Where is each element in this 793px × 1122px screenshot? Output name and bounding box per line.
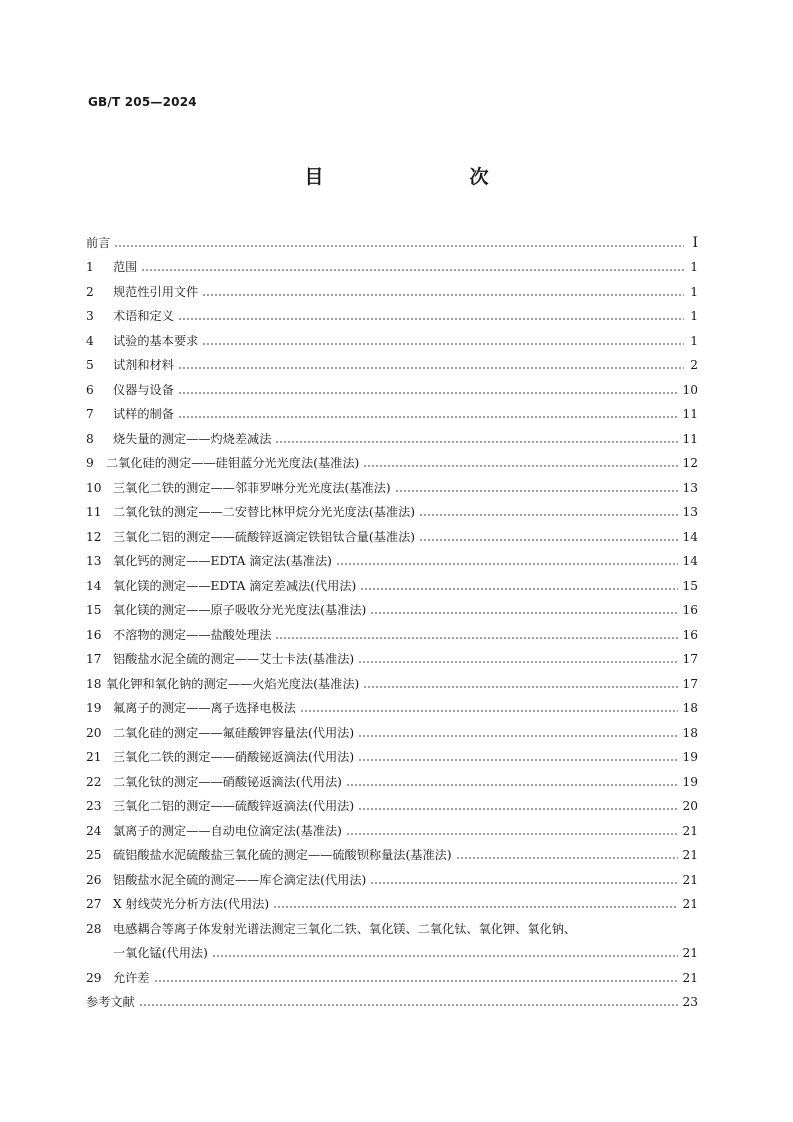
toc-page: 21 [682,848,698,862]
dot-leader [419,539,678,541]
dot-leader [178,416,679,418]
toc-label: 二氧化硅的测定——硅钼蓝分光光度法(基准法) [106,456,360,470]
toc-label: 氯离子的测定——自动电位滴定法(基准法) [113,823,342,838]
toc-page: 16 [682,603,698,617]
toc-number: 5 [86,358,94,372]
dot-leader [178,367,684,369]
toc-page: 11 [682,431,698,446]
dot-leader [212,955,679,957]
toc-label: 试验的基本要求 [113,333,199,348]
dot-leader [202,294,684,296]
toc-number: 13 [86,554,102,568]
dot-leader [178,392,679,394]
toc-label: 氧化钙的测定——EDTA 滴定法(基准法) [113,554,332,568]
toc-label: 氧化镁的测定——原子吸收分光光度法(基准法) [113,603,367,617]
toc-number: 17 [86,652,102,666]
toc-entry-26[interactable] [86,863,698,888]
toc-label: 电感耦合等离子体发射光谱法测定三氧化二铁、氧化镁、二氧化钛、氧化钾、氧化钠、 [113,921,577,936]
dot-leader [114,245,684,247]
toc-label: 三氧化二铝的测定——硫酸锌返滴定铁铝钛合量(基准法) [113,529,416,544]
toc-label: 硫铝酸盐水泥硫酸盐三氧化硫的测定——硫酸钡称量法(基准法) [113,848,452,862]
toc-entry-24[interactable] [86,814,698,839]
toc-entry-20[interactable] [86,716,698,741]
dot-leader [202,343,684,345]
toc-entry-22[interactable] [86,765,698,790]
dot-leader [370,882,678,884]
toc-entry-27[interactable] [86,888,698,913]
toc-page: 1 [690,284,698,299]
toc-entry-25[interactable] [86,839,698,864]
dot-leader [275,637,678,639]
dot-leader [273,906,678,908]
toc-entry-4[interactable] [86,324,698,349]
toc-entry-1[interactable] [86,251,698,276]
toc-entry-18[interactable] [86,667,698,692]
toc-number: 29 [86,970,102,985]
toc-number: 1 [86,260,94,274]
toc-page: 14 [682,554,698,568]
toc-entry-14[interactable] [86,569,698,594]
toc-entry-16[interactable] [86,618,698,643]
dot-leader [358,808,678,810]
toc-number: 3 [86,309,94,323]
dot-leader [336,563,679,565]
toc-entry-19[interactable] [86,692,698,717]
toc-entry-28[interactable] [86,912,698,961]
toc-label: 氟离子的测定——离子选择电极法 [113,701,296,715]
toc-page: 11 [682,407,698,421]
dot-leader [178,318,684,320]
toc-number: 7 [86,407,94,421]
toc-page: 19 [682,774,698,789]
toc-page: 18 [682,725,698,740]
toc-entry-10[interactable] [86,471,698,496]
toc-entry-2[interactable] [86,275,698,300]
toc-page: 13 [682,505,698,519]
toc-entry-21[interactable] [86,741,698,766]
toc-number: 28 [86,921,102,936]
toc-number: 15 [86,603,102,617]
toc-entry-5[interactable] [86,349,698,374]
toc-number: 6 [86,382,94,397]
dot-leader [154,980,679,982]
toc-number: 16 [86,627,102,642]
toc-page: 1 [690,309,698,323]
toc-number: 21 [86,750,102,764]
toc-label: 试剂和材料 [113,358,174,372]
toc-entry-15[interactable] [86,594,698,619]
toc-page: 15 [682,578,698,593]
toc-label: 术语和定义 [113,309,174,323]
dot-leader [358,735,678,737]
toc-page: 17 [682,676,698,691]
dot-leader [419,514,678,516]
toc-label: X 射线荧光分析方法(代用法) [113,897,270,911]
toc-number: 24 [86,823,102,838]
toc-entry-line [86,912,698,937]
toc-label: 不溶物的测定——盐酸处理法 [113,627,272,642]
toc-label: 三氧化二铁的测定——邻菲罗啉分光光度法(基准法) [113,480,391,495]
dot-leader [346,784,679,786]
dot-leader [363,686,678,688]
toc-label: 二氧化硅的测定——氟硅酸钾容量法(代用法) [113,725,355,740]
toc-page: 14 [682,529,698,544]
toc-label: 三氧化二铁的测定——硝酸铋返滴法(代用法) [113,750,355,764]
toc-entry-29[interactable] [86,961,698,986]
dot-leader [275,441,678,443]
toc-page: 18 [682,701,698,715]
toc-label: 参考文献 [86,995,135,1009]
toc-page: 10 [682,382,698,397]
toc-page: 13 [682,480,698,495]
toc-entry-12[interactable] [86,520,698,545]
toc-label: 铝酸盐水泥全硫的测定——艾士卡法(基准法) [113,652,355,666]
toc-entry-8[interactable] [86,422,698,447]
toc-label: 铝酸盐水泥全硫的测定——库仑滴定法(代用法) [113,872,367,887]
toc-page: 12 [682,456,698,470]
toc-page: 21 [682,897,698,911]
toc-label: 烧失量的测定——灼烧差减法 [113,431,272,446]
toc-number: 19 [86,701,102,715]
dot-leader [395,490,679,492]
toc-label: 允许差 [113,970,150,985]
toc-label: 仪器与设备 [113,382,174,397]
dot-leader [300,710,679,712]
toc-number: 22 [86,774,102,789]
toc-page: 2 [690,358,698,372]
toc-page: 20 [682,799,698,813]
toc-entry-continuation [86,937,698,962]
toc-label: 三氧化二铝的测定——硫酸锌返滴法(代用法) [113,799,355,813]
toc-label: 二氧化钛的测定——硝酸铋返滴法(代用法) [113,774,342,789]
toc-entry-13[interactable] [86,545,698,570]
toc-page: Ⅰ [692,234,698,251]
toc-title: 目 次 [304,166,525,188]
dot-leader [139,1004,679,1006]
toc-number: 2 [86,284,94,299]
toc-number: 25 [86,848,102,862]
dot-leader [358,759,678,761]
toc-number: 18 [86,676,102,691]
toc-entry-foreword[interactable] [86,226,698,251]
toc-entry-11[interactable] [86,496,698,521]
toc-label: 范围 [113,260,138,274]
dot-leader [346,833,679,835]
toc-number: 27 [86,897,102,911]
dot-leader [360,588,678,590]
toc-page: 19 [682,750,698,764]
toc-page: 1 [690,260,698,274]
toc-label: 规范性引用文件 [113,284,199,299]
toc-page: 21 [682,970,698,985]
toc-label: 试样的制备 [113,407,174,421]
toc-entry-23[interactable] [86,790,698,815]
toc-label: 二氧化钛的测定——二安替比林甲烷分光光度法(基准法) [113,505,416,519]
toc-number: 4 [86,333,94,348]
toc-label: 氧化钾和氧化钠的测定——火焰光度法(基准法) [106,676,360,691]
toc-page: 1 [690,333,698,348]
toc-page: 16 [682,627,698,642]
toc-number: 11 [86,505,102,519]
standard-code: GB/T 205—2024 [88,95,197,109]
toc-page: 21 [682,823,698,838]
toc-entry-references[interactable] [86,986,698,1011]
toc-number: 8 [86,431,94,446]
dot-leader [141,269,684,271]
dot-leader [456,857,679,859]
toc-label: 前言 [86,235,111,250]
table-of-contents [86,226,698,1010]
toc-label-continued: 一氧化锰(代用法) [113,946,208,960]
toc-entry-9[interactable] [86,447,698,472]
toc-number: 26 [86,872,102,887]
toc-label: 氧化镁的测定——EDTA 滴定差减法(代用法) [113,578,357,593]
dot-leader [358,661,678,663]
toc-page: 21 [682,946,698,960]
toc-entry-17[interactable] [86,643,698,668]
toc-page: 21 [682,872,698,887]
toc-entry-6[interactable] [86,373,698,398]
dot-leader [363,465,678,467]
toc-number: 23 [86,799,102,813]
dot-leader [370,612,678,614]
toc-page: 17 [682,652,698,666]
toc-number: 20 [86,725,102,740]
toc-number: 9 [86,456,94,470]
toc-entry-7[interactable] [86,398,698,423]
toc-entry-3[interactable] [86,300,698,325]
toc-number: 12 [86,529,102,544]
toc-number: 10 [86,480,102,495]
toc-page: 23 [682,995,698,1009]
toc-number: 14 [86,578,102,593]
